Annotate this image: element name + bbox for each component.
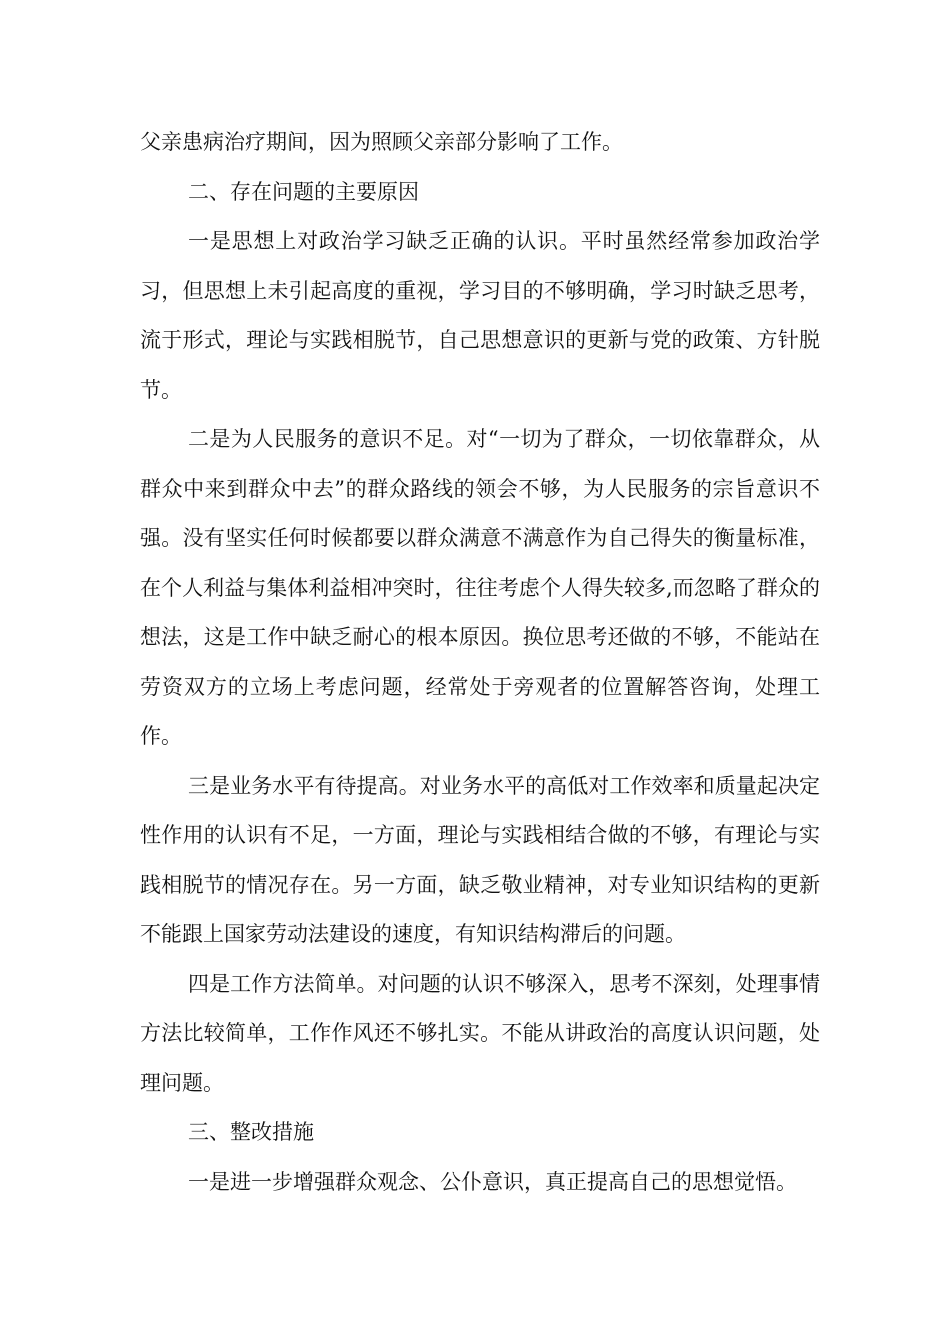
- paragraph-measure-1: 一是进一步增强群众观念、公仆意识，真正提高自己的思想觉悟。: [188, 1169, 797, 1194]
- document-body: [140, 118, 820, 1207]
- paragraph-continued: 父亲患病治疗期间，因为照顾父亲部分影响了工作。: [140, 130, 623, 154]
- section-heading-causes: 二、存在问题的主要原因: [188, 179, 419, 204]
- paragraph-cause-4: 四是工作方法简单。对问题的认识不够深入，思考不深刻，处理事情方法比较简单，工作作风还不够扎实。不能从讲政治的高度认识问题，处理问题。: [140, 971, 820, 1095]
- paragraph-cause-2: 二是为人民服务的意识不足。对“一切为了群众，一切依靠群众，从群众中来到群众中去”的群众路线的领会不够，为人民服务的宗旨意识不强。没有坚实任何时候都要以群众满意不满意作为自己得失的衡量标准，在个人利益与集体利益相冲突时，往往考虑个人得失较多,而忽略了群众的想法，这是工作中缺乏耐心的根本原因。换位思考还做的不够，不能站在劳资双方的立场上考虑问题，经常处于旁观者的位置解答咨询，处理工作。: [140, 427, 820, 748]
- paragraph-cause-1: 一是思想上对政治学习缺乏正确的认识。平时虽然经常参加政治学习，但思想上未引起高度的重视，学习目的不够明确，学习时缺乏思考，流于形式，理论与实践相脱节，自己思想意识的更新与党的政策、方针脱节。: [140, 229, 820, 402]
- paragraph-cause-3: 三是业务水平有待提高。对业务水平的高低对工作效率和质量起决定性作用的认识有不足，一方面，理论与实践相结合做的不够，有理论与实践相脱节的情况存在。另一方面，缺乏敬业精神，对专业知识结构的更新不能跟上国家劳动法建设的速度，有知识结构滞后的问题。: [140, 773, 820, 946]
- section-heading-measures: 三、整改措施: [188, 1120, 314, 1144]
